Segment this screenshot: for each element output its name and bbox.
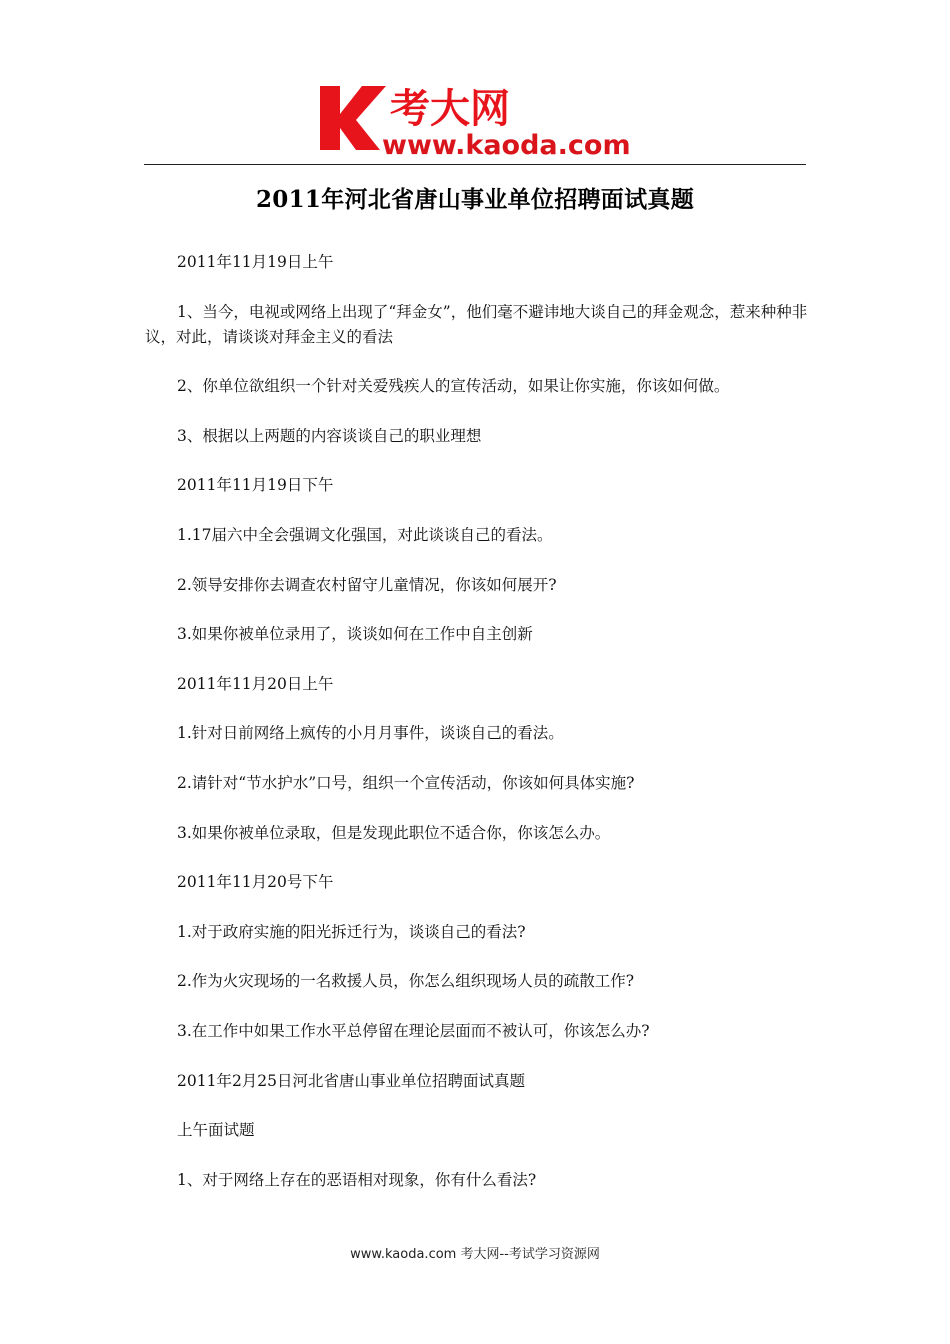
paragraph: 2011年11月20号下午: [177, 873, 334, 892]
paragraph: 1、当今，电视或网络上出现了“拜金女”，他们毫不避讳地大谈自己的拜金观念，惹来种种非议，对此，请谈谈对拜金主义的看法: [145, 302, 808, 346]
paragraph: 3.如果你被单位录取，但是发现此职位不适合你，你该怎么办。: [177, 823, 611, 842]
site-logo[interactable]: [318, 78, 648, 160]
logo-k-mark: [320, 86, 386, 150]
document-title: 2011年河北省唐山事业单位招聘面试真题: [255, 186, 694, 213]
footer-text: www.kaoda.com 考大网--考试学习资源网: [350, 1247, 600, 1262]
paragraph: 上午面试题: [177, 1121, 255, 1140]
logo-url: www.kaoda.com: [382, 130, 631, 160]
paragraph: 2.请针对“节水护水”口号，组织一个宣传活动，你该如何具体实施?: [177, 773, 635, 792]
paragraph: 2011年2月25日河北省唐山事业单位招聘面试真题: [177, 1071, 526, 1090]
paragraph: 3.如果你被单位录用了，谈谈如何在工作中自主创新: [177, 625, 533, 644]
paragraph: 2011年11月20日上午: [177, 674, 334, 693]
paragraph: 1.对于政府实施的阳光拆迁行为，谈谈自己的看法?: [177, 922, 526, 941]
paragraph: 3.在工作中如果工作水平总停留在理论层面而不被认可，你该怎么办?: [177, 1021, 650, 1040]
kaoda-logo-icon: [318, 78, 648, 160]
header-divider: [144, 164, 806, 165]
paragraph: 2011年11月19日下午: [177, 476, 334, 495]
document-body: [145, 250, 809, 1217]
paragraph: 1.针对日前网络上疯传的小月月事件，谈谈自己的看法。: [177, 724, 564, 743]
paragraph: 2.领导安排你去调查农村留守儿童情况，你该如何展开?: [177, 575, 557, 594]
paragraph: 2011年11月19日上午: [177, 253, 334, 271]
paragraph: 3、根据以上两题的内容谈谈自己的职业理想: [177, 426, 482, 445]
paragraph: 1、对于网络上存在的恶语相对现象，你有什么看法?: [177, 1170, 537, 1189]
logo-name: 考大网: [390, 86, 510, 132]
paragraph: 2.作为火灾现场的一名救援人员，你怎么组织现场人员的疏散工作?: [177, 972, 635, 991]
paragraph: 1.17届六中全会强调文化强国，对此谈谈自己的看法。: [177, 525, 553, 544]
paragraph: 2、你单位欲组织一个针对关爱残疾人的宣传活动，如果让你实施，你该如何做。: [177, 377, 730, 396]
